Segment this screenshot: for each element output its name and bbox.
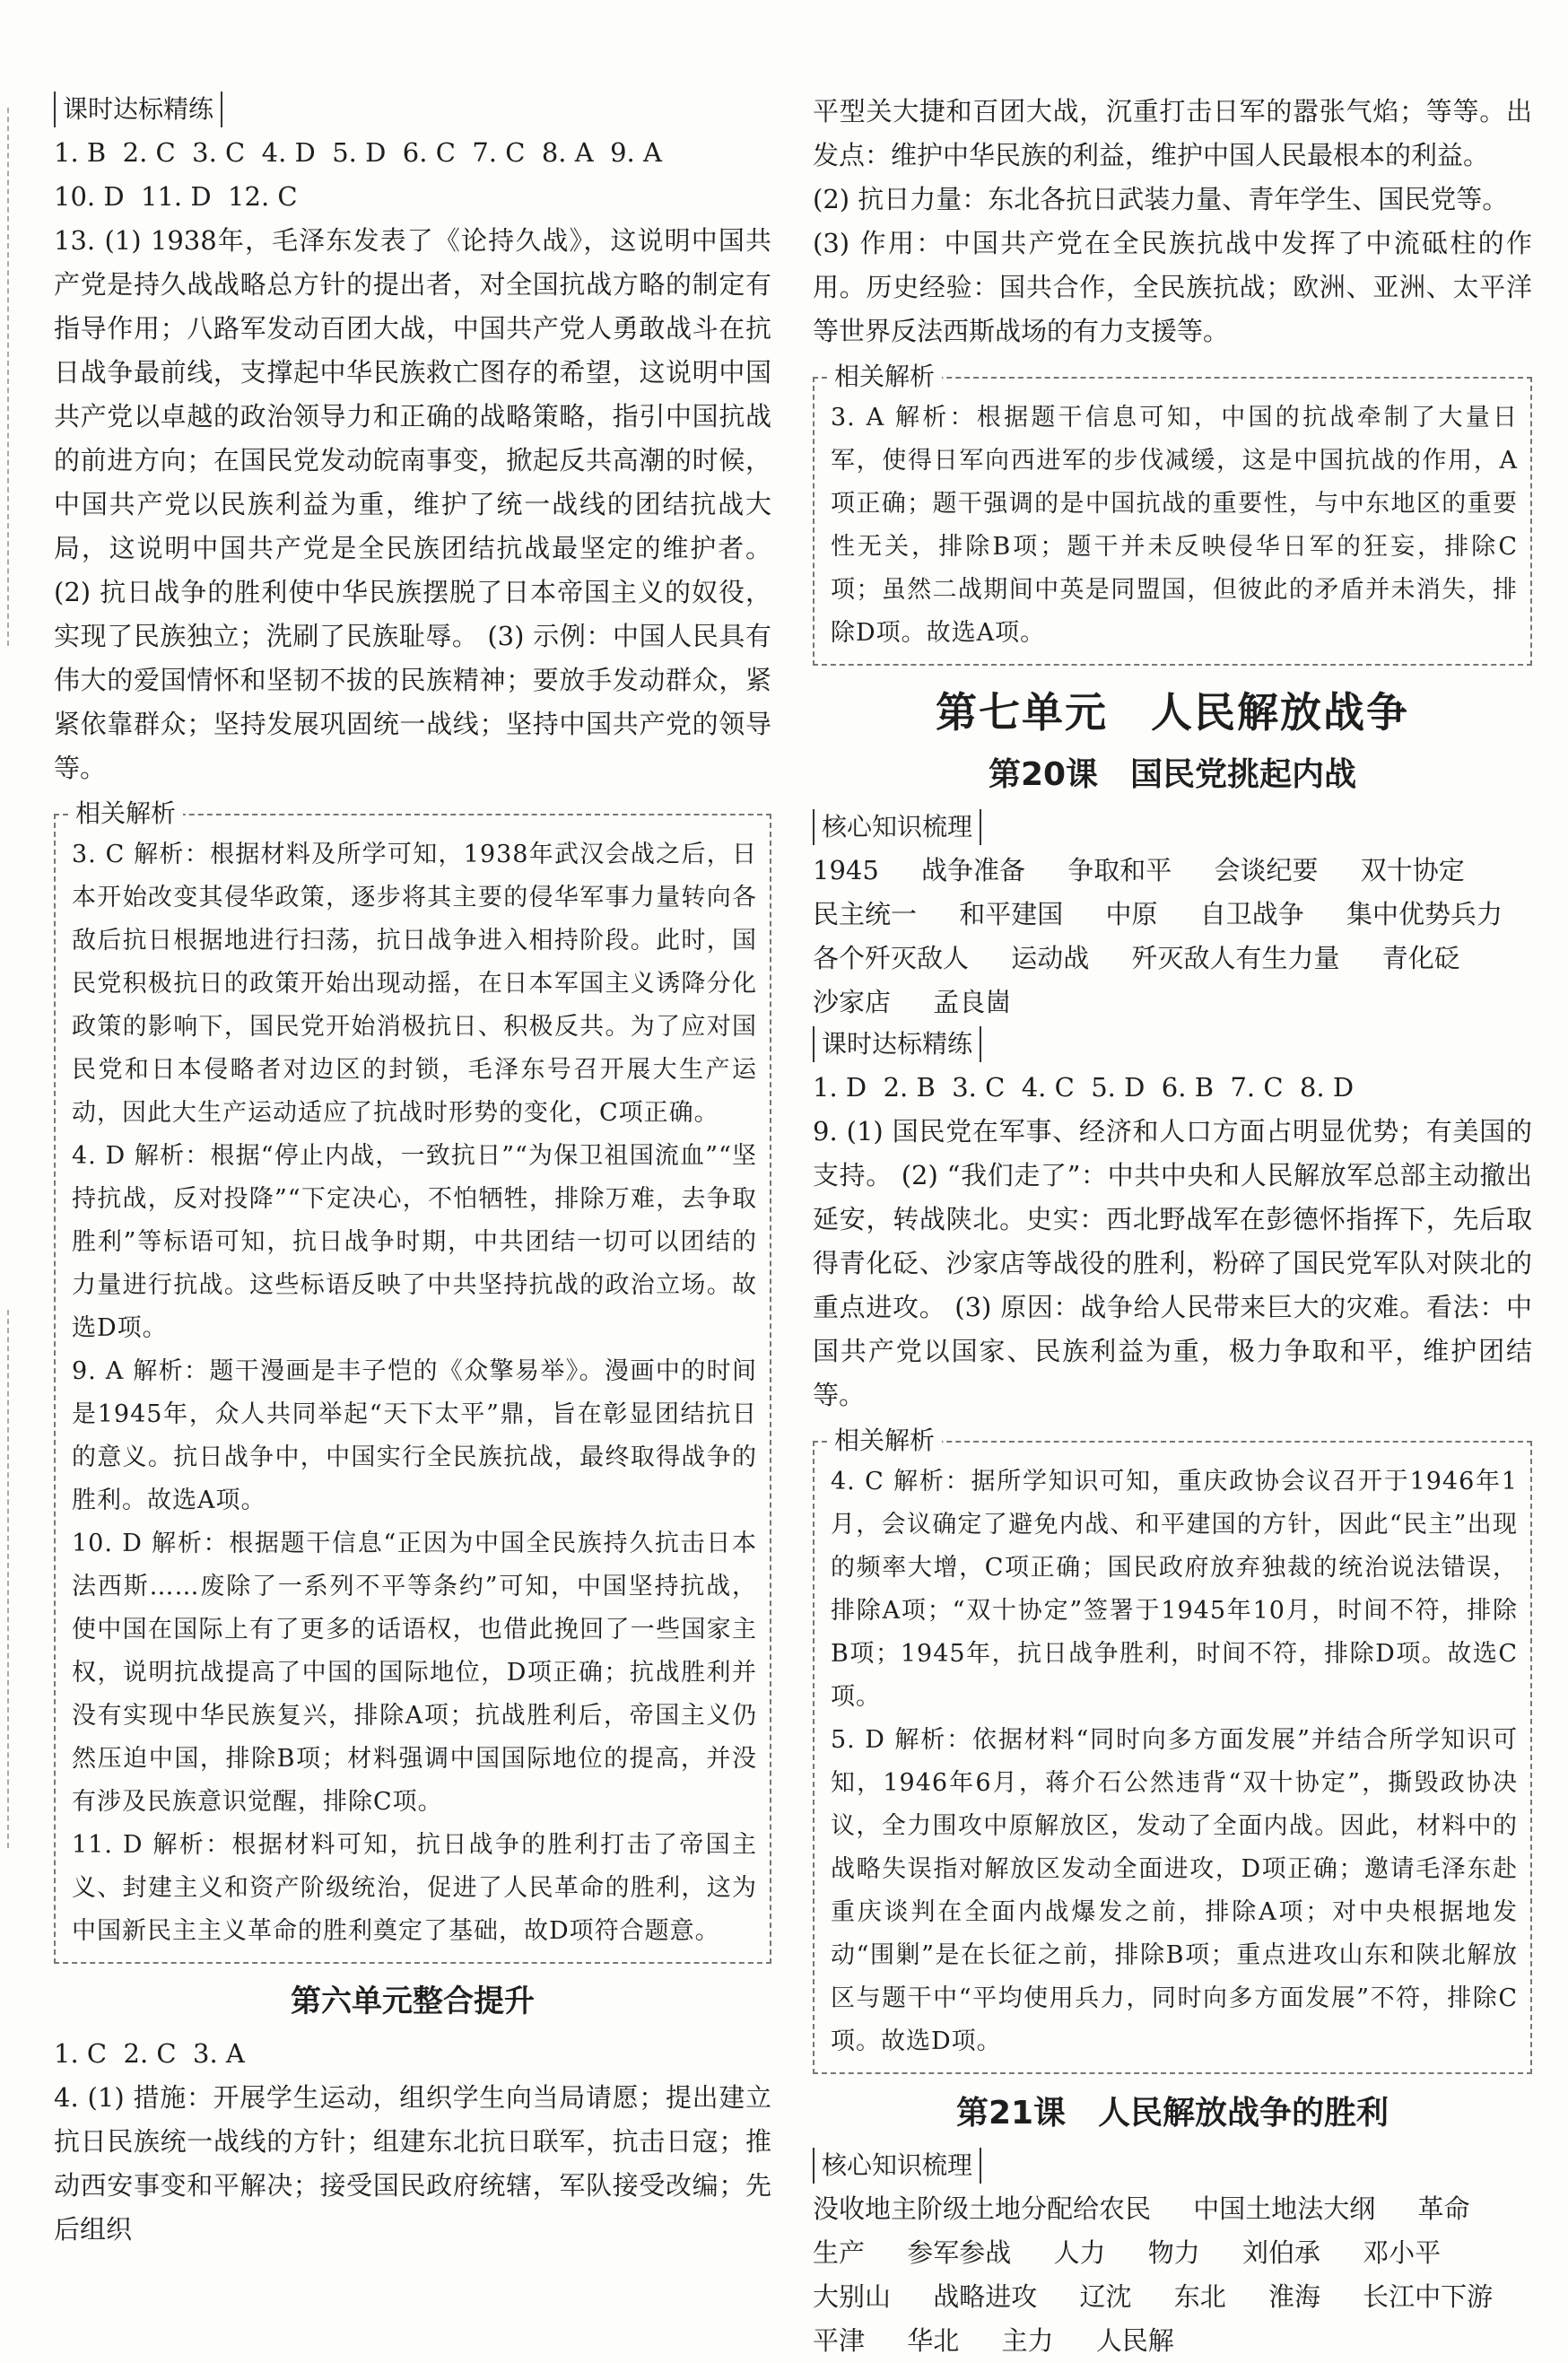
key-point: 歼灭敌人有生力量 bbox=[1131, 943, 1340, 973]
key-point: 人力 bbox=[1053, 2237, 1106, 2268]
analysis-item: 3. A 解析：根据题干信息可知，中国的抗战牵制了大量日军，使得日军向西进军的步伐减缓，这是中国抗战的作用，A项正确；题干强调的是中国抗战的重要性，与中东地区的重要性无关，排除B项；题干并未反映侵华日军的狂妄，排除C项；虽然二战期间中英是同盟国，但彼此的矛盾并未消失，排除D项。故选A项。 bbox=[831, 404, 1518, 647]
analysis-box-title: 相关解析 bbox=[827, 1425, 942, 1457]
answer-key-row: 1. B 2. C 3. C 4. D 5. D 6. C 7. C 8. A 9. A bbox=[54, 137, 662, 168]
analysis-item: 11. D 解析：根据材料可知，抗日战争的胜利打击了帝国主义、封建主义和资产阶级统治，促进了人民革命的胜利，这为中国新民主主义革命的胜利奠定了基础，故D项符合题意。 bbox=[72, 1831, 757, 1945]
key-point: 民主统一 bbox=[813, 899, 918, 929]
key-point: 人民解 bbox=[1095, 2325, 1174, 2356]
key-point: 没收地主阶级土地分配给农民 bbox=[813, 2193, 1152, 2224]
key-point: 沙家店 bbox=[813, 987, 892, 1017]
analysis-item: 3. C 解析：根据材料及所学可知，1938年武汉会战之后，日本开始改变其侵华政策，逐步将其主要的侵华军事力量转向各敌后抗日根据地进行扫荡，抗日战争进入相持阶段。此时，国民党积极抗日的政策开始出现动摇，在日本军国主义诱降分化政策的影响下，国民党开始消极抗日、积极反共。为了应对国民党和日本侵略者对边区的封锁，毛泽东号召开展大生产运动，因此大生产运动适应了抗战时形势的变化，C项正确。 bbox=[72, 841, 757, 1127]
analysis-item: 4. D 解析：根据“停止内战，一致抗日”“为保卫祖国流血”“坚持抗战，反对投降”“下定决心，不怕牺牲，排除万难，去争取胜利”等标语可知，抗日战争时期，中共团结一切可以团结的力量进行抗战。这些标语反映了中共坚持抗战的政治立场。故选D项。 bbox=[72, 1142, 757, 1342]
key-point: 生产 bbox=[813, 2237, 866, 2268]
section-tag-core: 核心知识梳理 bbox=[813, 2148, 981, 2184]
key-point: 会谈纪要 bbox=[1214, 855, 1319, 885]
key-point: 各个歼灭敌人 bbox=[813, 943, 970, 973]
key-point: 参军参战 bbox=[907, 2237, 1012, 2268]
left-column bbox=[54, 90, 771, 2252]
analysis-box bbox=[813, 1426, 1532, 2074]
analysis-box-title: 相关解析 bbox=[827, 361, 942, 393]
answer-4-continued: 平型关大捷和百团大战，沉重打击日军的嚣张气焰；等等。出发点：维护中华民族的利益，维护中国人民最根本的利益。 bbox=[813, 96, 1532, 170]
analysis-item: 5. D 解析：依据材料“同时向多方面发展”并结合所学知识可知，1946年6月，蒋介石公然违背“双十协定”，撕毁政协决议，全力围攻中原解放区，发动了全面内战。因此，材料中的战略失误指对解放区发动全面进攻，D项正确；邀请毛泽东赴重庆谈判在全面内战爆发之前，排除A项；对中央根据地发动“围剿”是在长征之前，排除B项；重点进攻山东和陕北解放区与题干中“平均使用兵力，同时向多方面发展”不符，排除C项。故选D项。 bbox=[831, 1726, 1518, 2055]
answer-4-part2: (2) 抗日力量：东北各抗日武装力量、青年学生、国民党等。 bbox=[813, 184, 1509, 214]
unit-title: 第七单元 人民解放战争 bbox=[936, 688, 1409, 737]
key-point: 双十协定 bbox=[1360, 855, 1465, 885]
key-point: 和平建国 bbox=[959, 899, 1064, 929]
answer-key-row: 1. D 2. B 3. C 4. C 5. D 6. B 7. C 8. D bbox=[813, 1072, 1355, 1103]
analysis-item: 4. C 解析：据所学知识可知，重庆政协会议召开于1946年1月，会议确定了避免内战、和平建国的方针，因此“民主”出现的频率大增，C项正确；国民政府放弃独裁的统治说法错误，排除A项；“双十协定”签署于1945年10月，时间不符，排除B项；1945年，抗日战争胜利，时间不符，排除D项。故选C项。 bbox=[831, 1468, 1518, 1711]
section-title: 第六单元整合提升 bbox=[291, 1984, 535, 2019]
section-tag-practice: 课时达标精练 bbox=[813, 1026, 981, 1062]
key-point: 淮海 bbox=[1267, 2281, 1320, 2312]
key-point: 平津 bbox=[813, 2325, 866, 2356]
right-column bbox=[813, 90, 1532, 2363]
key-point: 刘伯承 bbox=[1241, 2237, 1320, 2268]
section-tag-core: 核心知识梳理 bbox=[813, 809, 981, 845]
key-point: 物力 bbox=[1147, 2237, 1200, 2268]
key-point: 中国土地法大纲 bbox=[1193, 2193, 1376, 2224]
key-point: 中原 bbox=[1105, 899, 1158, 929]
answer-key-row: 10. D 11. D 12. C bbox=[54, 181, 298, 212]
analysis-item: 9. A 解析：题干漫画是丰子恺的《众擎易举》。漫画中的时间是1945年，众人共同举起“天下太平”鼎，旨在彰显团结抗日的意义。抗日战争中，中国实行全民族抗战，最终取得战争的胜利。故选A项。 bbox=[72, 1357, 757, 1514]
key-point: 邓小平 bbox=[1363, 2237, 1442, 2268]
lesson-title: 第21课 人民解放战争的胜利 bbox=[955, 2095, 1389, 2132]
key-point: 孟良崮 bbox=[933, 987, 1012, 1017]
key-point: 1945 bbox=[813, 855, 879, 885]
analysis-item: 10. D 解析：根据题干信息“正因为中国全民族持久抗击日本法西斯……废除了一系列不平等条约”可知，中国坚持抗战，使中国在国际上有了更多的话语权，也借此挽回了一些国家主权，说明抗战提高了中国的国际地位，D项正确；抗战胜利并没有实现中华民族复兴，排除A项；抗战胜利后，帝国主义仍然压迫中国，排除B项；材料强调中国国际地位的提高，并没有涉及民族意识觉醒，排除C项。 bbox=[72, 1530, 757, 1816]
answer-13: 13. (1) 1938年，毛泽东发表了《论持久战》，这说明中国共产党是持久战战略总方针的提出者，对全国抗战方略的制定有指导作用；八路军发动百团大战，中国共产党人勇敢战斗在抗日战争最前线，支撑起中华民族救亡图存的希望，这说明中国共产党以卓越的政治领导力和正确的战略策略，指引中国抗战的前进方向；在国民党发动皖南事变，掀起反共高潮的时候，中国共产党以民族利益为重，维护了统一战线的团结抗战大局，这说明中国共产党是全民族团结抗战最坚定的维护者。 (2) 抗日战争的胜利使中华民族摆脱了日本帝国主义的奴役，实现了民族独立；洗刷了民族耻辱。 (3) 示例：中国人民具有伟大的爱国情怀和坚韧不拔的民族精神；要放手发动群众，紧紧依靠群众；坚持发展巩固统一战线；坚持中国共产党的领导等。 bbox=[54, 225, 771, 783]
key-point: 集中优势兵力 bbox=[1346, 899, 1503, 929]
answer-4: 4. (1) 措施：开展学生运动，组织学生向当局请愿；提出建立抗日民族统一战线的方针；组建东北抗日联军，抗击日寇；推动西安事变和平解决；接受国民政府统辖，军队接受改编；先后组织 bbox=[54, 2082, 771, 2245]
key-point: 主力 bbox=[1001, 2325, 1054, 2356]
key-point: 争取和平 bbox=[1067, 855, 1172, 885]
key-point: 战略进攻 bbox=[933, 2281, 1038, 2312]
key-point: 东北 bbox=[1173, 2281, 1226, 2312]
answer-4-part3: (3) 作用：中国共产党在全民族抗战中发挥了中流砥柱的作用。历史经验：国共合作，全民族抗战；欧洲、亚洲、太平洋等世界反法西斯战场的有力支援等。 bbox=[813, 228, 1532, 346]
analysis-box-title: 相关解析 bbox=[68, 798, 183, 830]
analysis-box bbox=[54, 798, 771, 1964]
key-point: 华北 bbox=[907, 2325, 960, 2356]
key-point: 青化砭 bbox=[1381, 943, 1460, 973]
answer-9: 9. (1) 国民党在军事、经济和人口方面占明显优势；有美国的支持。 (2) “我们走了”：中共中央和人民解放军总部主动撤出延安，转战陕北。史实：西北野战军在彭德怀指挥下，先后取得青化砭、沙家店等战役的胜利，粉碎了国民党军队对陕北的重点进攻。 (3) 原因：战争给人民带来巨大的灾难。看法：中国共产党以国家、民族利益为重，极力争取和平，维护团结等。 bbox=[813, 1116, 1532, 1410]
key-point: 战争准备 bbox=[921, 855, 1026, 885]
analysis-box bbox=[813, 362, 1532, 666]
key-point: 长江中下游 bbox=[1363, 2281, 1494, 2312]
margin-dashed-line bbox=[7, 108, 9, 646]
key-point: 运动战 bbox=[1011, 943, 1090, 973]
key-points-list bbox=[813, 2187, 1532, 2363]
lesson-title: 第20课 国民党挑起内战 bbox=[988, 756, 1357, 793]
key-point: 大别山 bbox=[813, 2281, 892, 2312]
section-tag-practice: 课时达标精练 bbox=[54, 92, 222, 127]
page-edge-margin bbox=[0, 0, 27, 2258]
key-point: 革命 bbox=[1417, 2193, 1470, 2224]
key-point: 辽沈 bbox=[1079, 2281, 1132, 2312]
answer-key-row: 1. C 2. C 3. A bbox=[54, 2038, 245, 2069]
margin-dashed-line bbox=[7, 1310, 9, 1848]
key-point: 自卫战争 bbox=[1199, 899, 1304, 929]
key-points-list bbox=[813, 849, 1532, 1025]
